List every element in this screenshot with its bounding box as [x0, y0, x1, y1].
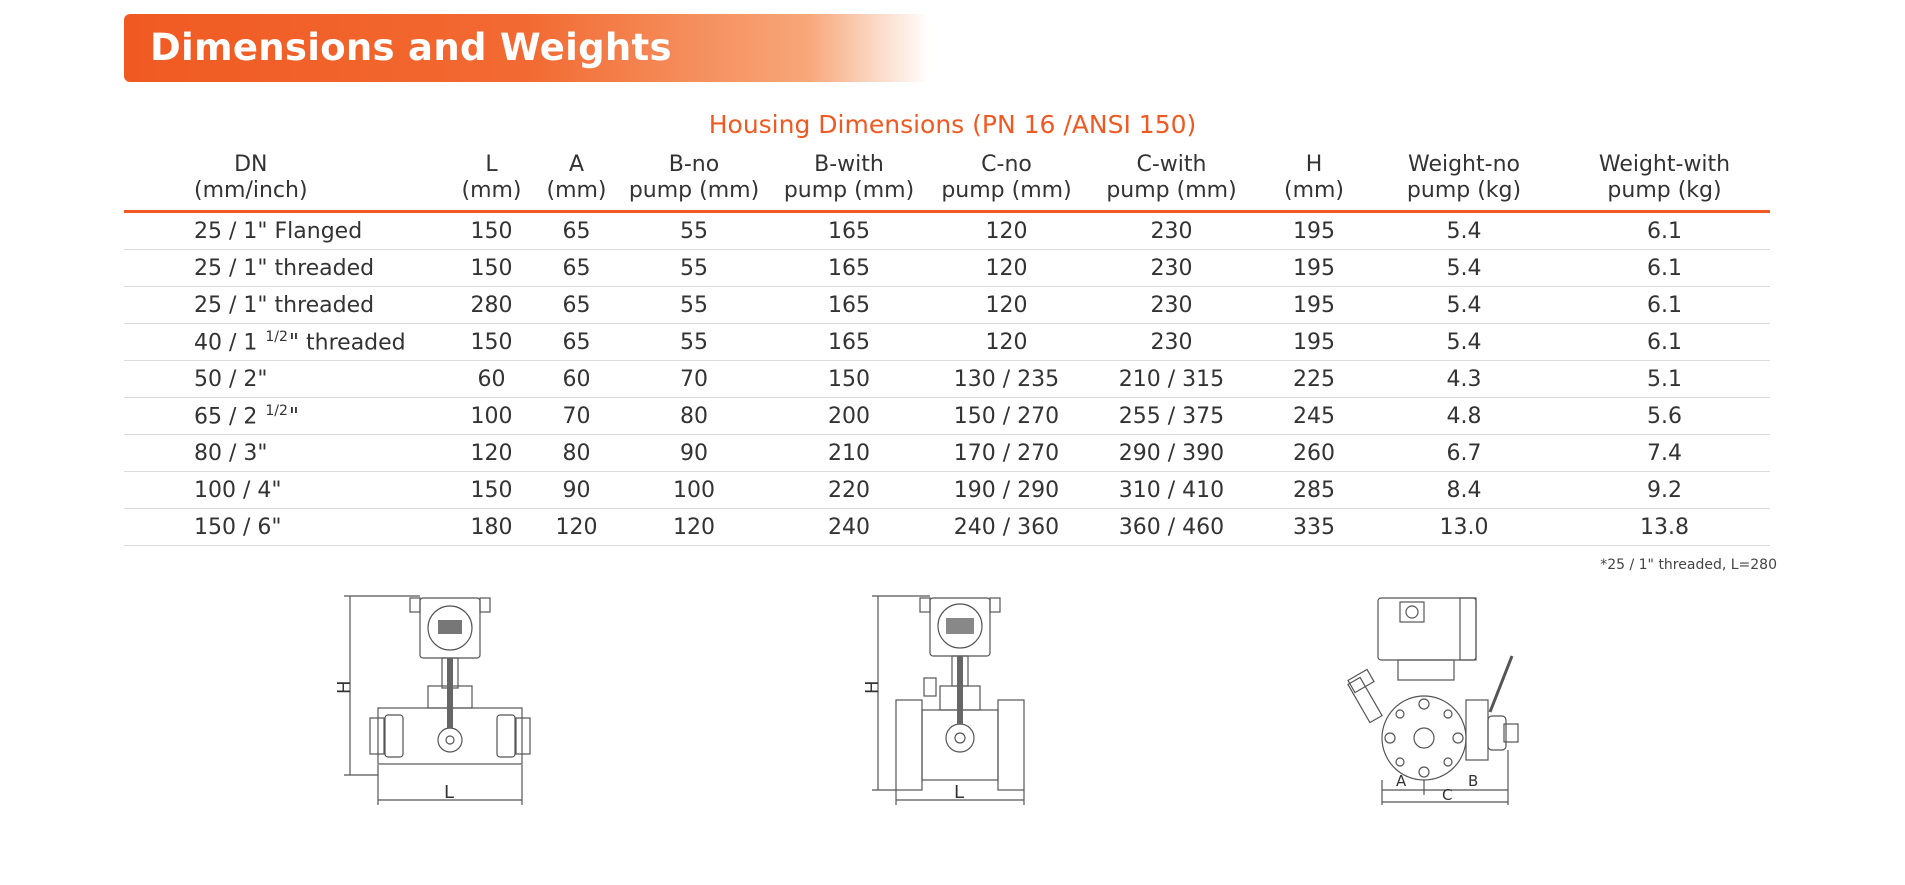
column-header-line2: pump (kg) — [1607, 178, 1722, 203]
value-cell: 55 — [619, 250, 769, 287]
value-cell: 100 — [619, 472, 769, 509]
column-header-line2: pump (kg) — [1406, 178, 1522, 203]
dn-suffix: " threaded — [288, 330, 406, 356]
value-cell: 165 — [769, 212, 929, 250]
value-cell: 285 — [1259, 472, 1369, 509]
column-header-line2: (mm) — [1283, 178, 1345, 203]
column-header — [1084, 148, 1259, 212]
value-cell: 195 — [1259, 287, 1369, 324]
value-cell: 55 — [619, 212, 769, 250]
value-cell: 180 — [449, 509, 534, 546]
value-cell: 7.4 — [1559, 435, 1770, 472]
length-dimension-label: L — [954, 782, 965, 803]
value-cell: 6.7 — [1369, 435, 1559, 472]
table-row — [124, 509, 1770, 546]
column-header — [124, 148, 449, 212]
value-cell: 290 / 390 — [1084, 435, 1259, 472]
column-header — [619, 148, 769, 212]
dn-size: 80 / 3" — [194, 440, 268, 466]
dn-suffix: " — [288, 404, 300, 430]
value-cell: 210 / 315 — [1084, 361, 1259, 398]
value-cell: 150 — [449, 250, 534, 287]
value-cell: 100 — [449, 398, 534, 435]
dn-size: 65 / 2 — [194, 404, 265, 430]
column-header — [1369, 148, 1559, 212]
value-cell: 200 — [769, 398, 929, 435]
column-header — [769, 148, 929, 212]
value-cell: 120 — [534, 509, 619, 546]
value-cell: 280 — [449, 287, 534, 324]
value-cell: 5.4 — [1369, 324, 1559, 361]
dn-cell — [124, 324, 449, 361]
value-cell: 6.1 — [1559, 212, 1770, 250]
dn-size: 40 / 1 — [194, 330, 265, 356]
value-cell: 255 / 375 — [1084, 398, 1259, 435]
value-cell: 80 — [619, 398, 769, 435]
column-header-line2: (mm) — [546, 178, 607, 203]
flowmeter-side-view-diagram — [1340, 590, 1540, 810]
value-cell: 60 — [534, 361, 619, 398]
value-cell: 120 — [619, 509, 769, 546]
column-header-line1: H — [1305, 152, 1323, 177]
value-cell: 130 / 235 — [929, 361, 1084, 398]
section-banner — [124, 14, 929, 82]
value-cell: 120 — [449, 435, 534, 472]
column-header-line1: C-no — [981, 152, 1032, 177]
table-footnote: *25 / 1" threaded, L=280 — [1600, 557, 1777, 573]
dn-cell — [124, 472, 449, 509]
value-cell: 230 — [1084, 212, 1259, 250]
table-row — [124, 324, 1770, 361]
column-header-line2: pump (mm) — [941, 178, 1072, 203]
table-row — [124, 250, 1770, 287]
column-header — [534, 148, 619, 212]
column-header-line2: pump (mm) — [783, 178, 915, 203]
dn-cell — [124, 509, 449, 546]
column-header-line2: pump (mm) — [628, 178, 760, 203]
value-cell: 220 — [769, 472, 929, 509]
value-cell: 195 — [1259, 212, 1369, 250]
value-cell: 90 — [534, 472, 619, 509]
table-row — [124, 287, 1770, 324]
value-cell: 150 / 270 — [929, 398, 1084, 435]
a-dimension-label: A — [1396, 772, 1407, 790]
value-cell: 13.0 — [1369, 509, 1559, 546]
column-header — [449, 148, 534, 212]
value-cell: 6.1 — [1559, 324, 1770, 361]
dn-size: 100 / 4" — [194, 477, 282, 503]
dn-cell — [124, 287, 449, 324]
flowmeter-threaded-diagram — [330, 590, 550, 810]
value-cell: 170 / 270 — [929, 435, 1084, 472]
column-header-line1: B-no — [668, 152, 720, 177]
value-cell: 9.2 — [1559, 472, 1770, 509]
dimensions-table — [124, 148, 1770, 546]
value-cell: 80 — [534, 435, 619, 472]
value-cell: 5.6 — [1559, 398, 1770, 435]
table-row — [124, 212, 1770, 250]
column-header-line2: (mm/inch) — [194, 178, 308, 203]
value-cell: 70 — [619, 361, 769, 398]
value-cell: 4.8 — [1369, 398, 1559, 435]
column-header-line1: DN — [234, 152, 268, 177]
value-cell: 55 — [619, 324, 769, 361]
b-dimension-label: B — [1468, 772, 1479, 790]
table-row — [124, 435, 1770, 472]
column-header-line1: Weight-with — [1598, 152, 1731, 177]
value-cell: 5.4 — [1369, 287, 1559, 324]
table-header-row — [124, 148, 1770, 212]
dn-size: 25 / 1" Flanged — [194, 218, 363, 244]
dn-fraction: 1/2 — [265, 328, 288, 345]
value-cell: 230 — [1084, 287, 1259, 324]
value-cell: 230 — [1084, 250, 1259, 287]
column-header — [929, 148, 1084, 212]
value-cell: 150 — [769, 361, 929, 398]
c-dimension-label: C — [1442, 786, 1453, 804]
length-dimension-label: L — [444, 782, 455, 803]
value-cell: 6.1 — [1559, 250, 1770, 287]
column-header — [1559, 148, 1770, 212]
value-cell: 165 — [769, 250, 929, 287]
table-row — [124, 398, 1770, 435]
height-dimension-label: H — [862, 680, 883, 694]
value-cell: 70 — [534, 398, 619, 435]
value-cell: 120 — [929, 250, 1084, 287]
value-cell: 55 — [619, 287, 769, 324]
value-cell: 335 — [1259, 509, 1369, 546]
value-cell: 120 — [929, 324, 1084, 361]
value-cell: 6.1 — [1559, 287, 1770, 324]
table-title: Housing Dimensions (PN 16 /ANSI 150) — [708, 110, 1197, 139]
value-cell: 65 — [534, 287, 619, 324]
value-cell: 240 / 360 — [929, 509, 1084, 546]
value-cell: 225 — [1259, 361, 1369, 398]
value-cell: 5.1 — [1559, 361, 1770, 398]
value-cell: 150 — [449, 472, 534, 509]
value-cell: 13.8 — [1559, 509, 1770, 546]
column-header — [1259, 148, 1369, 212]
table-row — [124, 472, 1770, 509]
column-header-line1: L — [485, 152, 498, 177]
dn-cell — [124, 361, 449, 398]
column-header-line1: A — [568, 152, 585, 177]
value-cell: 165 — [769, 287, 929, 324]
dn-size: 50 / 2" — [194, 366, 268, 392]
value-cell: 120 — [929, 287, 1084, 324]
value-cell: 5.4 — [1369, 212, 1559, 250]
height-dimension-label: H — [334, 680, 355, 694]
value-cell: 4.3 — [1369, 361, 1559, 398]
dn-cell — [124, 435, 449, 472]
dn-cell — [124, 398, 449, 435]
value-cell: 195 — [1259, 324, 1369, 361]
value-cell: 150 — [449, 212, 534, 250]
value-cell: 310 / 410 — [1084, 472, 1259, 509]
value-cell: 150 — [449, 324, 534, 361]
column-header-line1: C-with — [1136, 152, 1207, 177]
dn-size: 25 / 1" threaded — [194, 292, 375, 318]
table-row — [124, 361, 1770, 398]
value-cell: 65 — [534, 324, 619, 361]
value-cell: 190 / 290 — [929, 472, 1084, 509]
value-cell: 195 — [1259, 250, 1369, 287]
value-cell: 65 — [534, 212, 619, 250]
flowmeter-flanged-diagram — [860, 590, 1050, 810]
column-header-line2: pump (mm) — [1106, 178, 1237, 203]
value-cell: 90 — [619, 435, 769, 472]
section-title: Dimensions and Weights — [150, 26, 672, 69]
value-cell: 60 — [449, 361, 534, 398]
value-cell: 65 — [534, 250, 619, 287]
dn-fraction: 1/2 — [265, 402, 288, 419]
column-header-line2: (mm) — [461, 178, 522, 203]
value-cell: 120 — [929, 212, 1084, 250]
value-cell: 5.4 — [1369, 250, 1559, 287]
value-cell: 165 — [769, 324, 929, 361]
dn-size: 25 / 1" threaded — [194, 255, 375, 281]
dn-size: 150 / 6" — [194, 514, 282, 540]
dn-cell — [124, 250, 449, 287]
value-cell: 230 — [1084, 324, 1259, 361]
value-cell: 360 / 460 — [1084, 509, 1259, 546]
dn-cell — [124, 212, 449, 250]
value-cell: 210 — [769, 435, 929, 472]
value-cell: 8.4 — [1369, 472, 1559, 509]
column-header-line1: Weight-no — [1407, 152, 1520, 177]
value-cell: 240 — [769, 509, 929, 546]
value-cell: 245 — [1259, 398, 1369, 435]
value-cell: 260 — [1259, 435, 1369, 472]
column-header-line1: B-with — [814, 152, 884, 177]
